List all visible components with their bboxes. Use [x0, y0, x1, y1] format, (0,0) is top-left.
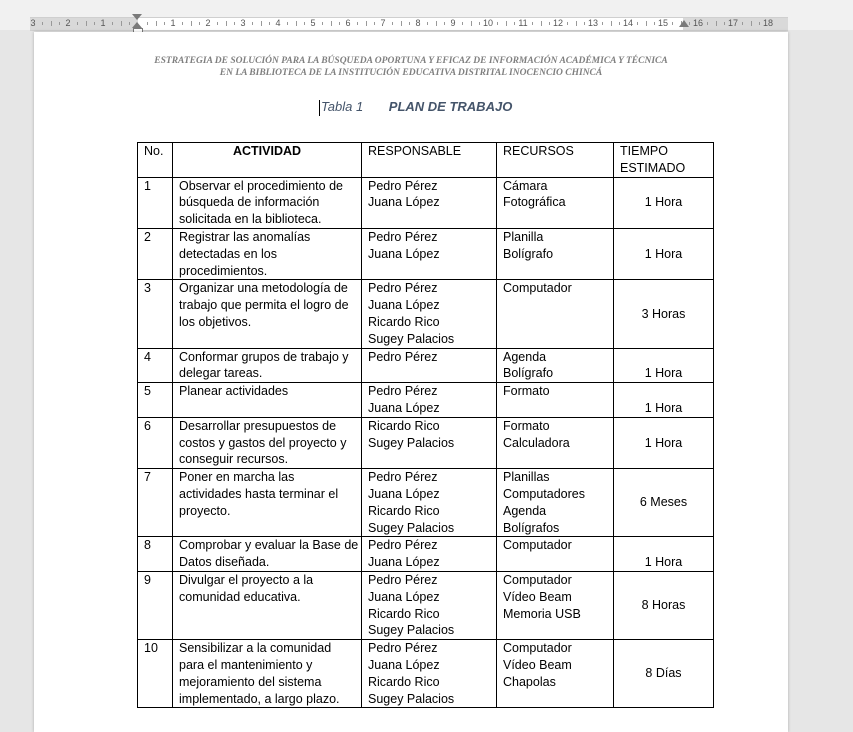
- ruler-tick: [724, 22, 725, 25]
- responsable-line: Pedro Pérez: [368, 349, 438, 364]
- cell-responsable[interactable]: [362, 640, 497, 708]
- ruler-tick: [252, 22, 253, 25]
- recursos-line: Calculadora: [503, 435, 570, 450]
- header-line-1: ESTRATEGIA DE SOLUCIÓN PARA LA BÚSQUEDA OPORTUNA Y EFICAZ DE INFORMACIÓN ACADÉMICA Y TÉCNICA: [154, 56, 668, 66]
- ruler-tick: [409, 22, 410, 25]
- ruler-tick: [602, 22, 603, 25]
- responsable-line: Ricardo Rico: [368, 606, 440, 621]
- cell-tiempo[interactable]: 6 Meses: [614, 469, 714, 537]
- cell-tiempo[interactable]: 1 Hora: [614, 348, 714, 383]
- ruler-tick: [576, 21, 577, 26]
- ruler-tick: [112, 22, 113, 25]
- table-row: [138, 383, 714, 418]
- ruler-tick: [707, 22, 708, 25]
- responsable-line: Ricardo Rico: [368, 674, 440, 689]
- cell-tiempo[interactable]: 1 Hora: [614, 417, 714, 468]
- responsable-line: Sugey Palacios: [368, 435, 455, 450]
- right-indent-marker[interactable]: [679, 20, 689, 27]
- ruler-tick: [716, 21, 717, 26]
- ruler-tick: [541, 21, 542, 26]
- recursos-line: Planillas: [503, 470, 550, 485]
- cell-no[interactable]: 3: [138, 280, 173, 348]
- header-actividad[interactable]: ACTIVIDAD: [173, 143, 362, 178]
- cell-no[interactable]: 2: [138, 228, 173, 279]
- ruler-number: 14: [622, 18, 633, 28]
- responsable-line: Juana López: [368, 657, 440, 672]
- cell-responsable[interactable]: [362, 469, 497, 537]
- recursos-line: Computador: [503, 641, 572, 656]
- recursos-line: Vídeo Beam: [503, 657, 572, 672]
- ruler-tick: [269, 22, 270, 25]
- actividad-line: trabajo que permita el logro de: [179, 298, 349, 313]
- cell-actividad[interactable]: [173, 537, 362, 572]
- header-responsable[interactable]: RESPONSABLE: [362, 143, 497, 178]
- cell-tiempo[interactable]: 8 Días: [614, 640, 714, 708]
- ruler-tick: [506, 21, 507, 26]
- responsable-line: Juana López: [368, 486, 440, 501]
- cell-tiempo[interactable]: 1 Hora: [614, 537, 714, 572]
- actividad-line: búsqueda de información: [179, 195, 320, 210]
- actividad-line: los objetivos.: [179, 314, 252, 329]
- ruler-tick: [584, 22, 585, 25]
- responsable-line: Ricardo Rico: [368, 418, 440, 433]
- recursos-line: Computador: [503, 538, 572, 553]
- responsable-line: Juana López: [368, 195, 440, 210]
- ruler-number: 5: [310, 18, 316, 28]
- ruler-tick: [637, 22, 638, 25]
- responsable-line: Sugey Palacios: [368, 691, 455, 706]
- header-tiempo[interactable]: [614, 143, 714, 178]
- responsable-line: Juana López: [368, 400, 440, 415]
- recursos-line: Formato: [503, 384, 550, 399]
- ruler-number: 2: [205, 18, 211, 28]
- caption-title: PLAN DE TRABAJO: [388, 99, 513, 114]
- ruler-tick: [129, 22, 130, 25]
- work-plan-table[interactable]: [137, 142, 714, 708]
- ruler-tick: [619, 22, 620, 25]
- responsable-line: Pedro Pérez: [368, 178, 438, 193]
- responsable-line: Juana López: [368, 246, 440, 261]
- actividad-line: proyecto.: [179, 503, 231, 518]
- ruler-left-margin: [30, 18, 138, 30]
- ruler-tick: [226, 21, 227, 26]
- ruler-number: 6: [345, 18, 351, 28]
- header-tiempo-line-1: TIEMPO: [620, 144, 668, 158]
- ruler-tick: [51, 21, 52, 26]
- ruler-tick: [392, 22, 393, 25]
- ruler-tick: [427, 22, 428, 25]
- actividad-line: conseguir recursos.: [179, 452, 289, 467]
- cell-responsable[interactable]: [362, 228, 497, 279]
- actividad-line: comunidad educativa.: [179, 589, 301, 604]
- actividad-line: Datos diseñada.: [179, 555, 270, 570]
- cell-tiempo[interactable]: 1 Hora: [614, 177, 714, 228]
- actividad-line: Planear actividades: [179, 384, 289, 399]
- ruler-tick: [532, 22, 533, 25]
- actividad-line: Registrar las anomalías: [179, 229, 311, 244]
- ruler-tick: [742, 22, 743, 25]
- cell-recursos[interactable]: [497, 571, 614, 639]
- responsable-line: Pedro Pérez: [368, 384, 438, 399]
- cell-responsable[interactable]: [362, 177, 497, 228]
- ruler-tick: [191, 21, 192, 26]
- ruler-tick: [234, 22, 235, 25]
- actividad-line: delegar tareas.: [179, 366, 263, 381]
- responsable-line: Sugey Palacios: [368, 623, 455, 638]
- actividad-line: Desarrollar presupuestos de: [179, 418, 337, 433]
- ruler-tick: [156, 21, 157, 26]
- ruler-tick: [94, 22, 95, 25]
- ruler-number: 1: [170, 18, 176, 28]
- ruler-tick: [366, 21, 367, 26]
- recursos-line: Fotográfica: [503, 195, 566, 210]
- ruler-tick: [217, 22, 218, 25]
- responsable-line: Pedro Pérez: [368, 538, 438, 553]
- ruler-tick: [689, 22, 690, 25]
- table-header-row: [138, 143, 714, 178]
- ruler-tick: [296, 21, 297, 26]
- ruler-number: 4: [275, 18, 281, 28]
- ruler-tick: [751, 21, 752, 26]
- table-row: [138, 348, 714, 383]
- cell-responsable[interactable]: [362, 348, 497, 383]
- table-row: [138, 469, 714, 537]
- cell-recursos[interactable]: [497, 228, 614, 279]
- cell-recursos[interactable]: [497, 348, 614, 383]
- responsable-line: Pedro Pérez: [368, 281, 438, 296]
- ruler-number: 7: [380, 18, 386, 28]
- ruler-tick: [357, 22, 358, 25]
- header-no[interactable]: No.: [138, 143, 173, 178]
- ruler-tick: [42, 22, 43, 25]
- ruler-tick: [59, 22, 60, 25]
- table-caption[interactable]: [319, 99, 512, 116]
- cell-actividad[interactable]: [173, 228, 362, 279]
- ruler-number: 16: [692, 18, 703, 28]
- cell-recursos[interactable]: [497, 177, 614, 228]
- ruler-tick: [77, 22, 78, 25]
- recursos-line: Bolígrafo: [503, 246, 554, 261]
- cell-responsable[interactable]: [362, 571, 497, 639]
- actividad-line: Divulgar el proyecto a la: [179, 572, 314, 587]
- cell-recursos[interactable]: [497, 537, 614, 572]
- cell-no[interactable]: 6: [138, 417, 173, 468]
- cell-actividad[interactable]: [173, 348, 362, 383]
- table-row: [138, 417, 714, 468]
- ruler-tick: [611, 21, 612, 26]
- recursos-line: Planilla: [503, 229, 544, 244]
- cell-no[interactable]: 7: [138, 469, 173, 537]
- page-header: [34, 55, 788, 79]
- cell-recursos[interactable]: [497, 469, 614, 537]
- recursos-line: Computadores: [503, 486, 585, 501]
- responsable-line: Juana López: [368, 589, 440, 604]
- cell-tiempo[interactable]: 1 Hora: [614, 383, 714, 418]
- cell-actividad[interactable]: [173, 417, 362, 468]
- recursos-line: Cámara: [503, 178, 548, 193]
- actividad-line: costos y gastos del proyecto y: [179, 435, 347, 450]
- cell-no[interactable]: 9: [138, 571, 173, 639]
- actividad-line: Poner en marcha las: [179, 470, 295, 485]
- recursos-line: Agenda: [503, 349, 547, 364]
- ruler-tick: [261, 21, 262, 26]
- ruler-tick: [287, 22, 288, 25]
- recursos-line: Bolígrafos: [503, 520, 560, 535]
- recursos-line: Memoria USB: [503, 606, 581, 621]
- ruler-tick: [199, 22, 200, 25]
- ruler-tick: [339, 22, 340, 25]
- ruler-tick: [444, 22, 445, 25]
- responsable-line: Pedro Pérez: [368, 641, 438, 656]
- cell-tiempo[interactable]: 1 Hora: [614, 228, 714, 279]
- ruler-number: 9: [450, 18, 456, 28]
- responsable-line: Juana López: [368, 555, 440, 570]
- ruler-tick: [86, 21, 87, 26]
- ruler-number: 12: [552, 18, 563, 28]
- ruler-number: 13: [587, 18, 598, 28]
- responsable-line: Ricardo Rico: [368, 503, 440, 518]
- cell-responsable[interactable]: [362, 280, 497, 348]
- cell-recursos[interactable]: [497, 383, 614, 418]
- caption-label: Tabla 1: [321, 99, 364, 114]
- ruler-tick: [182, 22, 183, 25]
- ruler-number: 1: [100, 18, 106, 28]
- document-page[interactable]: [34, 32, 788, 732]
- ruler-number: 11: [518, 18, 528, 28]
- actividad-line: solicitada en la biblioteca.: [179, 212, 322, 227]
- ruler-tick: [304, 22, 305, 25]
- actividad-line: Organizar una metodología de: [179, 281, 348, 296]
- ruler-number: 18: [762, 18, 773, 28]
- ruler-tick: [331, 21, 332, 26]
- cell-no[interactable]: 8: [138, 537, 173, 572]
- recursos-line: Computador: [503, 572, 572, 587]
- actividad-line: implementado, a largo plazo.: [179, 691, 340, 706]
- header-recursos[interactable]: RECURSOS: [497, 143, 614, 178]
- cell-recursos[interactable]: [497, 280, 614, 348]
- cell-tiempo[interactable]: 8 Horas: [614, 571, 714, 639]
- cell-recursos[interactable]: [497, 640, 614, 708]
- ruler-tick: [497, 22, 498, 25]
- ruler-number: 8: [415, 18, 421, 28]
- cell-responsable[interactable]: [362, 537, 497, 572]
- cell-tiempo[interactable]: 3 Horas: [614, 280, 714, 348]
- responsable-line: Pedro Pérez: [368, 229, 438, 244]
- recursos-line: Vídeo Beam: [503, 589, 572, 604]
- ruler-tick: [121, 21, 122, 26]
- ruler-tick: [646, 21, 647, 26]
- recursos-line: Chapolas: [503, 674, 556, 689]
- ruler-tick: [322, 22, 323, 25]
- cell-actividad[interactable]: [173, 280, 362, 348]
- actividad-line: Observar el procedimiento de: [179, 178, 343, 193]
- horizontal-ruler[interactable]: [0, 0, 853, 30]
- ruler-tick: [462, 22, 463, 25]
- ruler-number: 17: [727, 18, 738, 28]
- table-row: [138, 537, 714, 572]
- cell-recursos[interactable]: [497, 417, 614, 468]
- ruler-tick: [567, 22, 568, 25]
- table-row: [138, 228, 714, 279]
- cell-responsable[interactable]: [362, 417, 497, 468]
- cell-no[interactable]: 4: [138, 348, 173, 383]
- ruler-tick: [147, 22, 148, 25]
- actividad-line: actividades hasta terminar el: [179, 486, 339, 501]
- cell-responsable[interactable]: [362, 383, 497, 418]
- table-row: [138, 280, 714, 348]
- cell-actividad[interactable]: [173, 571, 362, 639]
- actividad-line: Sensibilizar a la comunidad: [179, 641, 332, 656]
- ruler-tick: [479, 22, 480, 25]
- responsable-line: Ricardo Rico: [368, 314, 440, 329]
- recursos-line: Agenda: [503, 503, 547, 518]
- ruler-number: 3: [240, 18, 246, 28]
- cell-actividad[interactable]: [173, 383, 362, 418]
- ruler-number: 3: [30, 18, 36, 28]
- cell-no[interactable]: 10: [138, 640, 173, 708]
- recursos-line: Computador: [503, 281, 572, 296]
- ruler-number: 15: [657, 18, 668, 28]
- ruler-number: 2: [65, 18, 71, 28]
- recursos-line: Bolígrafo: [503, 366, 554, 381]
- cell-actividad[interactable]: [173, 177, 362, 228]
- cell-actividad[interactable]: [173, 640, 362, 708]
- responsable-line: Sugey Palacios: [368, 520, 455, 535]
- cell-actividad[interactable]: [173, 469, 362, 537]
- actividad-line: mejoramiento del sistema: [179, 674, 322, 689]
- table-row: [138, 571, 714, 639]
- ruler-tick: [164, 22, 165, 25]
- table-row: [138, 640, 714, 708]
- header-tiempo-line-2: ESTIMADO: [620, 160, 686, 175]
- ruler-tick: [654, 22, 655, 25]
- table-body: [138, 177, 714, 708]
- recursos-line: Formato: [503, 418, 550, 433]
- ruler-tick: [471, 21, 472, 26]
- ruler-tick: [514, 22, 515, 25]
- actividad-line: para el mantenimiento y: [179, 657, 313, 672]
- actividad-line: Comprobar y evaluar la Base de: [179, 538, 359, 553]
- table-row: [138, 177, 714, 228]
- actividad-line: Conformar grupos de trabajo y: [179, 349, 349, 364]
- ruler-tick: [374, 22, 375, 25]
- ruler-tick: [759, 22, 760, 25]
- ruler-tick: [401, 21, 402, 26]
- responsable-line: Pedro Pérez: [368, 470, 438, 485]
- cell-no[interactable]: 5: [138, 383, 173, 418]
- text-cursor: [319, 100, 320, 116]
- responsable-line: Pedro Pérez: [368, 572, 438, 587]
- ruler-number: 10: [482, 18, 493, 28]
- ruler-tick: [436, 21, 437, 26]
- ruler-tick: [549, 22, 550, 25]
- cell-no[interactable]: 1: [138, 177, 173, 228]
- responsable-line: Juana López: [368, 298, 440, 313]
- ruler-tick: [672, 22, 673, 25]
- header-line-2: EN LA BIBLIOTECA DE LA INSTITUCIÓN EDUCATIVA DISTRITAL INOCENCIO CHINCÁ: [219, 68, 603, 78]
- actividad-line: detectadas en los: [179, 246, 277, 261]
- responsable-line: Sugey Palacios: [368, 331, 455, 346]
- first-line-indent-marker[interactable]: [132, 14, 142, 20]
- actividad-line: procedimientos.: [179, 263, 268, 278]
